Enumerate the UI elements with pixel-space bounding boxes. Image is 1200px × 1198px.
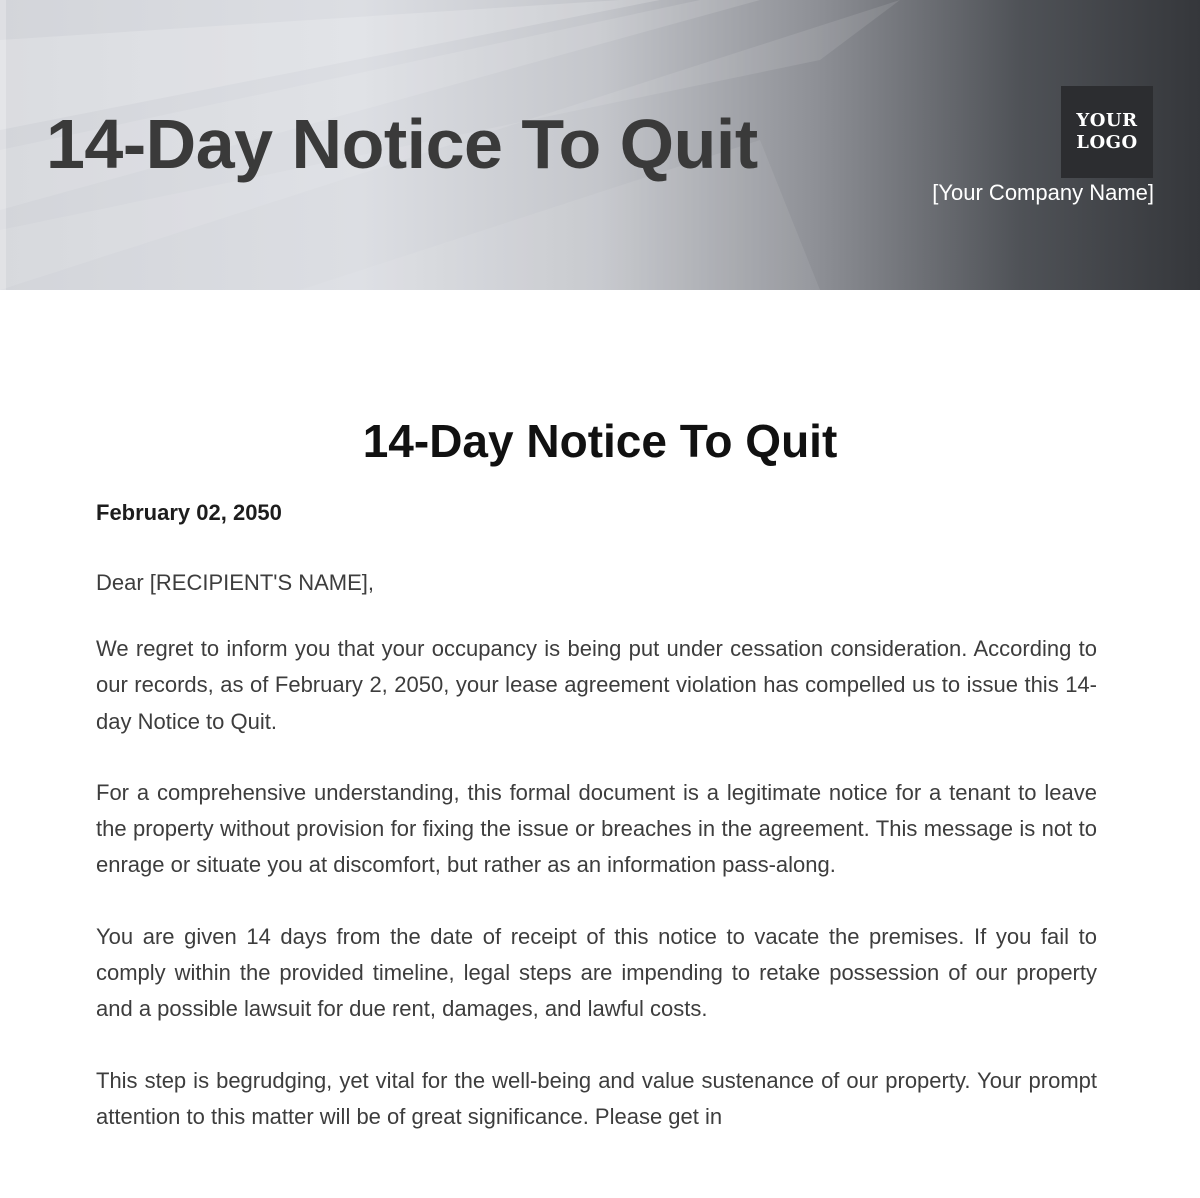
document-title: 14-Day Notice To Quit bbox=[362, 415, 838, 467]
paragraph-3: You are given 14 days from the date of receipt of this notice to vacate the premises. If you fail to comply within the provided timeline, legal steps are impending to retake possession of our property and a possible lawsuit for due rent, damages, and lawful costs. bbox=[96, 923, 1097, 1022]
letter-date: February 02, 2050 bbox=[96, 500, 282, 525]
logo-text-line2: LOGO bbox=[1076, 132, 1138, 153]
paragraph-1: We regret to inform you that your occupancy is being put under cessation consideration. According to our records, as of February 2, 2050, your lease agreement violation has compelled us to issue this 14-day Notice to Quit. bbox=[96, 636, 1097, 734]
paragraph-4: This step is begrudging, yet vital for the well-being and value sustenance of our property. Your prompt attention to this matter will be of great significance. Please get in bbox=[96, 1067, 1097, 1129]
logo-text-line1: YOUR bbox=[1076, 110, 1138, 131]
company-logo bbox=[1061, 86, 1153, 178]
letter-body bbox=[96, 500, 1097, 1135]
company-name: [Your Company Name] bbox=[932, 180, 1154, 205]
header-title: 14-Day Notice To Quit bbox=[46, 105, 758, 183]
paragraph-2: For a comprehensive understanding, this formal document is a legitimate notice for a tenant to leave the property without provision for fixing the issue or breaches in the agreement. This message is not to enrage or situate you at discomfort, but rather as an information pass-along. bbox=[96, 779, 1097, 878]
header-banner bbox=[0, 0, 1200, 290]
salutation: Dear [RECIPIENT'S NAME], bbox=[96, 570, 375, 595]
